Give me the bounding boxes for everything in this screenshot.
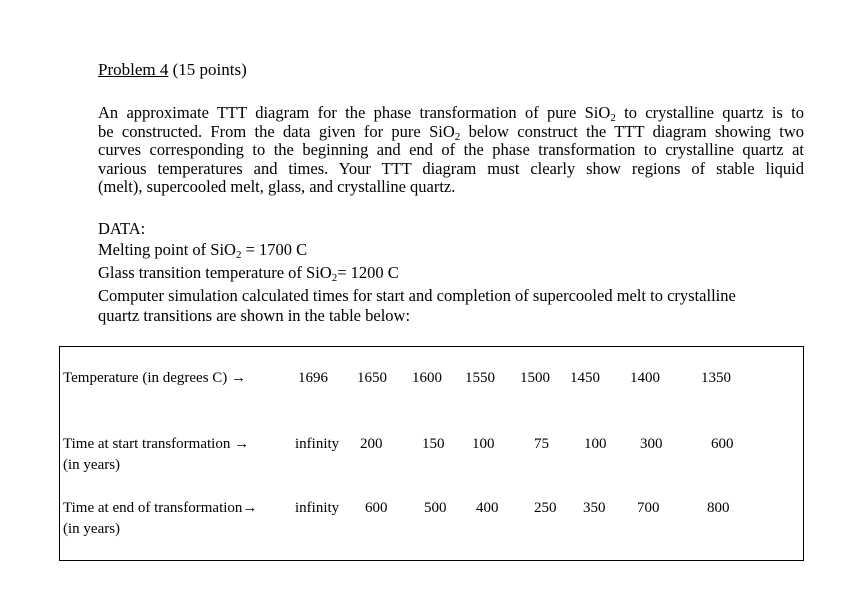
table-cell: 1696 xyxy=(298,370,328,386)
table-cell: 150 xyxy=(422,436,445,452)
table-cell: 1650 xyxy=(357,370,387,386)
table-cell: 1350 xyxy=(701,370,731,386)
glass-transition-line xyxy=(98,263,399,283)
row-label-end-time: Time at end of transformation→ xyxy=(63,500,258,516)
statement-line-2 xyxy=(98,123,804,142)
row-label-end-unit: (in years) xyxy=(63,521,121,537)
table-cell: 1450 xyxy=(570,370,600,386)
statement-text: below construct the TTT diagram showing two xyxy=(460,121,804,141)
table-cell: 200 xyxy=(360,436,383,452)
subscript: 2 xyxy=(454,130,461,143)
table-cell: 250 xyxy=(534,500,557,516)
statement-text: to crystalline quartz is to xyxy=(615,103,804,122)
table-cell: 300 xyxy=(640,436,663,452)
problem-heading xyxy=(98,60,247,80)
table-cell: 500 xyxy=(424,500,447,516)
statement-line-4: various temperatures and times. Your TTT diagram must clearly show regions of stable liquid xyxy=(98,158,804,178)
data-title: DATA: xyxy=(98,219,146,238)
table-cell: 400 xyxy=(476,500,499,516)
table-cell: 600 xyxy=(365,500,388,516)
table-cell: 1550 xyxy=(465,370,495,386)
problem-number: Problem 4 xyxy=(98,60,169,79)
table-cell: infinity xyxy=(295,500,340,516)
data-table xyxy=(59,346,804,561)
statement-line-5: (melt), supercooled melt, glass, and crystalline quartz. xyxy=(98,177,456,197)
subscript: 2 xyxy=(331,272,338,284)
table-cell: 100 xyxy=(472,436,495,452)
table-cell: 1600 xyxy=(412,370,442,386)
table-cell: 700 xyxy=(637,500,660,516)
subscript: 2 xyxy=(610,112,616,124)
row-label-temperature: Temperature (in degrees C) → xyxy=(63,370,247,386)
melting-point-line xyxy=(98,240,307,260)
simulation-line-2: quartz transitions are shown in the table below: xyxy=(98,306,411,325)
table-cell: 1400 xyxy=(630,370,660,386)
simulation-line-1: Computer simulation calculated times for start and completion of supercooled melt to crystalline xyxy=(98,286,736,305)
row-label-start-unit: (in years) xyxy=(63,457,121,473)
problem-points: (15 points) xyxy=(168,60,247,79)
table-cell: infinity xyxy=(295,436,340,452)
glass-value: = 1200 C xyxy=(337,263,399,282)
statement-text: An approximate TTT diagram for the phase transformation of pure SiO xyxy=(98,103,611,122)
table-cell: 75 xyxy=(534,436,549,452)
table-cell: 600 xyxy=(711,436,734,452)
table-cell: 800 xyxy=(707,500,730,516)
table-cell: 350 xyxy=(583,500,606,516)
melting-text: Melting point of SiO xyxy=(98,240,236,259)
statement-line-3: curves corresponding to the beginning and end of the phase transformation to crystalline quartz at xyxy=(98,140,804,160)
statement-text: be constructed. From the data given for pure SiO xyxy=(98,121,455,141)
statement-line-1 xyxy=(98,104,804,123)
problem-statement xyxy=(98,104,804,197)
glass-text: Glass transition temperature of SiO xyxy=(98,263,332,282)
table-cell: 1500 xyxy=(520,370,550,386)
melting-value: = 1700 C xyxy=(241,240,308,259)
row-label-start-time: Time at start transformation → xyxy=(63,436,250,452)
subscript: 2 xyxy=(235,249,242,261)
table-cell: 100 xyxy=(584,436,607,452)
